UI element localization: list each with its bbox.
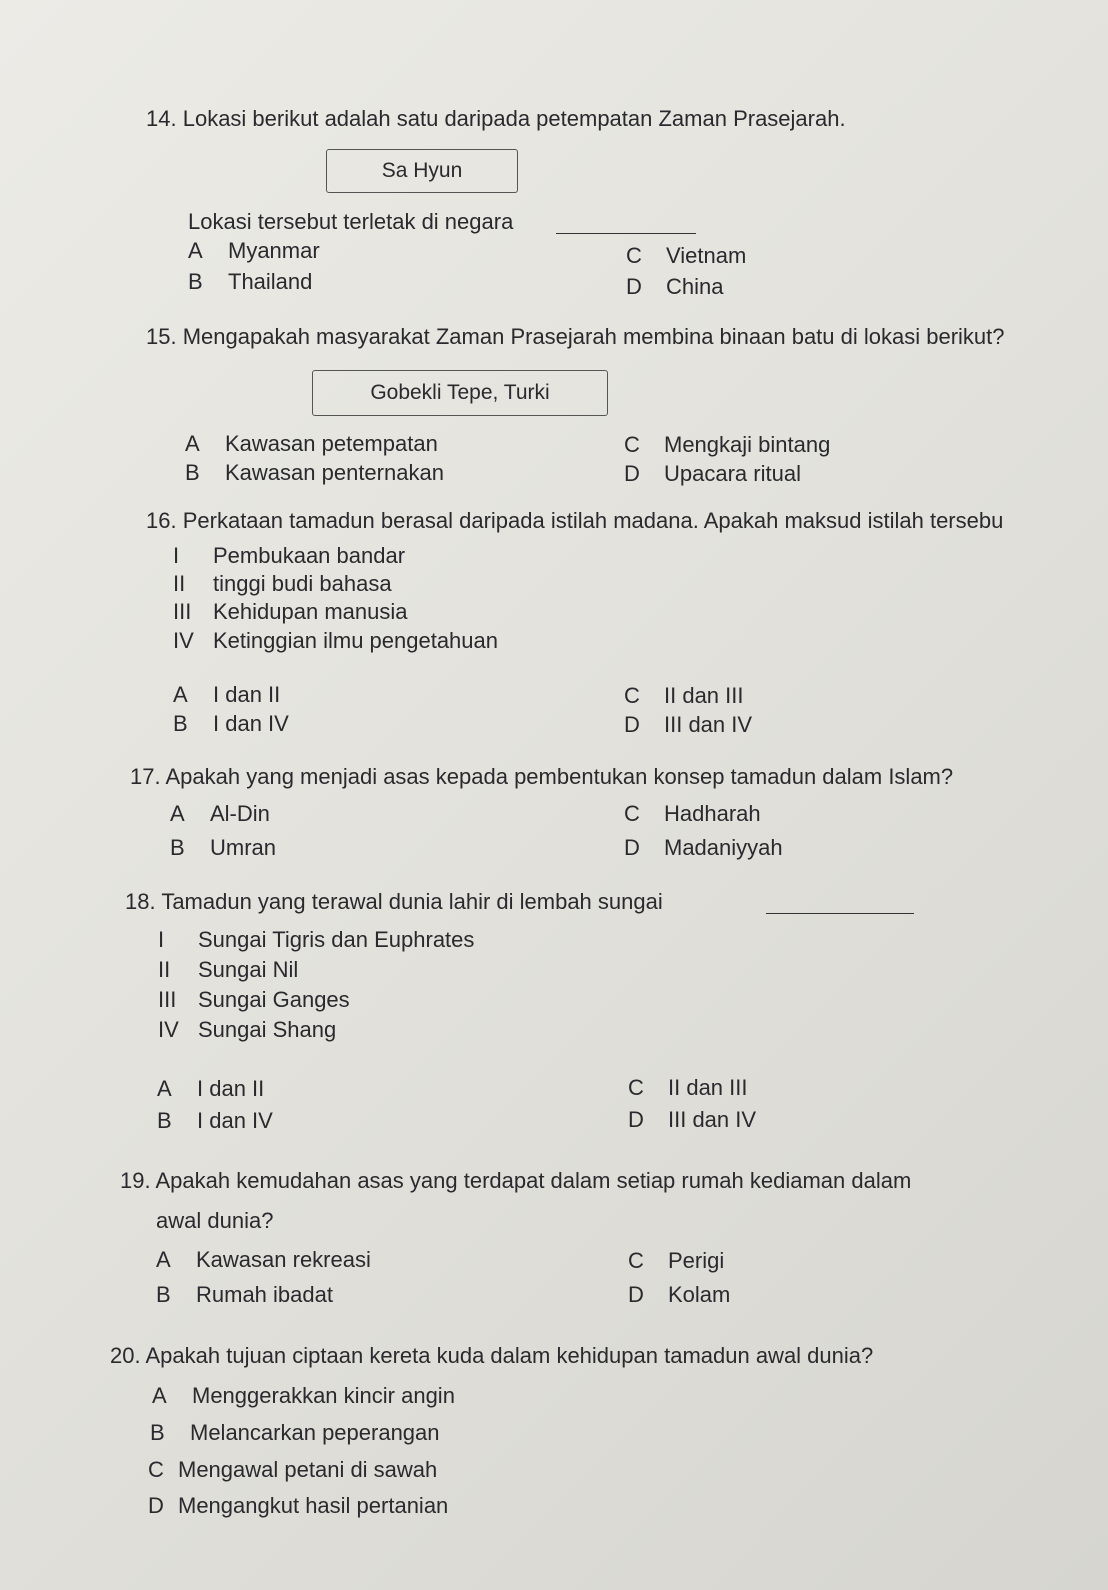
option-d: D China xyxy=(626,274,724,299)
location-name: Gobekli Tepe, Turki xyxy=(370,381,550,404)
option-c: C Hadharah xyxy=(624,801,761,826)
option-c: C Mengkaji bintang xyxy=(624,432,831,457)
answer-blank xyxy=(556,233,696,234)
option-b: B Umran xyxy=(170,835,277,860)
question-14 xyxy=(146,108,846,130)
option-d: D III dan IV xyxy=(628,1107,757,1132)
option-a: A I dan II xyxy=(173,682,281,707)
option-b: B Thailand xyxy=(188,269,313,294)
question-number: 14. xyxy=(146,106,177,131)
option-d: D Madaniyyah xyxy=(624,835,783,860)
question-number: 18. xyxy=(125,889,156,914)
option-a: A Kawasan rekreasi xyxy=(156,1247,371,1272)
question-stem: Lokasi tersebut terletak di negara xyxy=(188,209,514,234)
answer-blank xyxy=(766,913,914,914)
statement-i: I Sungai Tigris dan Euphrates xyxy=(158,927,475,952)
question-17 xyxy=(130,766,953,788)
question-text: Lokasi berikut adalah satu daripada petempatan Zaman Prasejarah. xyxy=(182,106,846,131)
option-a: A I dan II xyxy=(157,1076,265,1101)
statement-ii: II tinggi budi bahasa xyxy=(173,571,392,596)
question-number: 17. xyxy=(130,764,161,789)
question-text: Apakah kemudahan asas yang terdapat dalam setiap rumah kediaman dalam xyxy=(155,1168,912,1193)
question-number: 15. xyxy=(146,324,177,349)
statement-iv: IV Sungai Shang xyxy=(158,1017,337,1042)
option-b: B Kawasan penternakan xyxy=(185,460,444,485)
statement-iv: IV Ketinggian ilmu pengetahuan xyxy=(173,628,499,653)
question-text: Tamadun yang terawal dunia lahir di lembah sungai xyxy=(161,889,663,914)
question-text: Mengapakah masyarakat Zaman Prasejarah membina binaan batu di lokasi berikut? xyxy=(182,324,1005,349)
option-c: C Mengawal petani di sawah xyxy=(148,1457,438,1482)
statement-i: I Pembukaan bandar xyxy=(173,543,406,568)
question-18 xyxy=(125,891,663,913)
option-c: C Perigi xyxy=(628,1248,725,1273)
option-a: A Myanmar xyxy=(188,238,320,263)
question-number: 16. xyxy=(146,508,177,533)
statement-iii: III Sungai Ganges xyxy=(158,987,350,1012)
option-c: C II dan III xyxy=(628,1075,748,1100)
question-text: Apakah yang menjadi asas kepada pembentukan konsep tamadun dalam Islam? xyxy=(165,764,954,789)
option-c: C Vietnam xyxy=(626,243,747,268)
question-number: 20. xyxy=(110,1343,141,1368)
option-d: D III dan IV xyxy=(624,712,753,737)
question-number: 19. xyxy=(120,1168,151,1193)
option-a: A Al-Din xyxy=(170,801,270,826)
option-b: B I dan IV xyxy=(157,1108,273,1133)
option-d: D Upacara ritual xyxy=(624,461,801,486)
option-b: B Melancarkan peperangan xyxy=(150,1420,440,1445)
location-box xyxy=(312,370,608,416)
option-a: A Menggerakkan kincir angin xyxy=(152,1383,455,1408)
statement-ii: II Sungai Nil xyxy=(158,957,299,982)
option-a: A Kawasan petempatan xyxy=(185,431,438,456)
question-16 xyxy=(146,510,1003,532)
question-19 xyxy=(120,1170,911,1192)
question-text: Perkataan tamadun berasal daripada istilah madana. Apakah maksud istilah tersebu xyxy=(182,508,1004,533)
statement-iii: III Kehidupan manusia xyxy=(173,599,408,624)
option-c: C II dan III xyxy=(624,683,744,708)
option-d: D Mengangkut hasil pertanian xyxy=(148,1493,449,1518)
location-name: Sa Hyun xyxy=(381,159,463,182)
question-text: Apakah tujuan ciptaan kereta kuda dalam kehidupan tamadun awal dunia? xyxy=(145,1343,874,1368)
option-b: B Rumah ibadat xyxy=(156,1282,333,1307)
location-box xyxy=(326,149,518,193)
option-d: D Kolam xyxy=(628,1282,731,1307)
question-15 xyxy=(146,326,1005,348)
question-20 xyxy=(110,1345,873,1367)
option-b: B I dan IV xyxy=(173,711,289,736)
question-text-continued: awal dunia? xyxy=(156,1208,274,1233)
